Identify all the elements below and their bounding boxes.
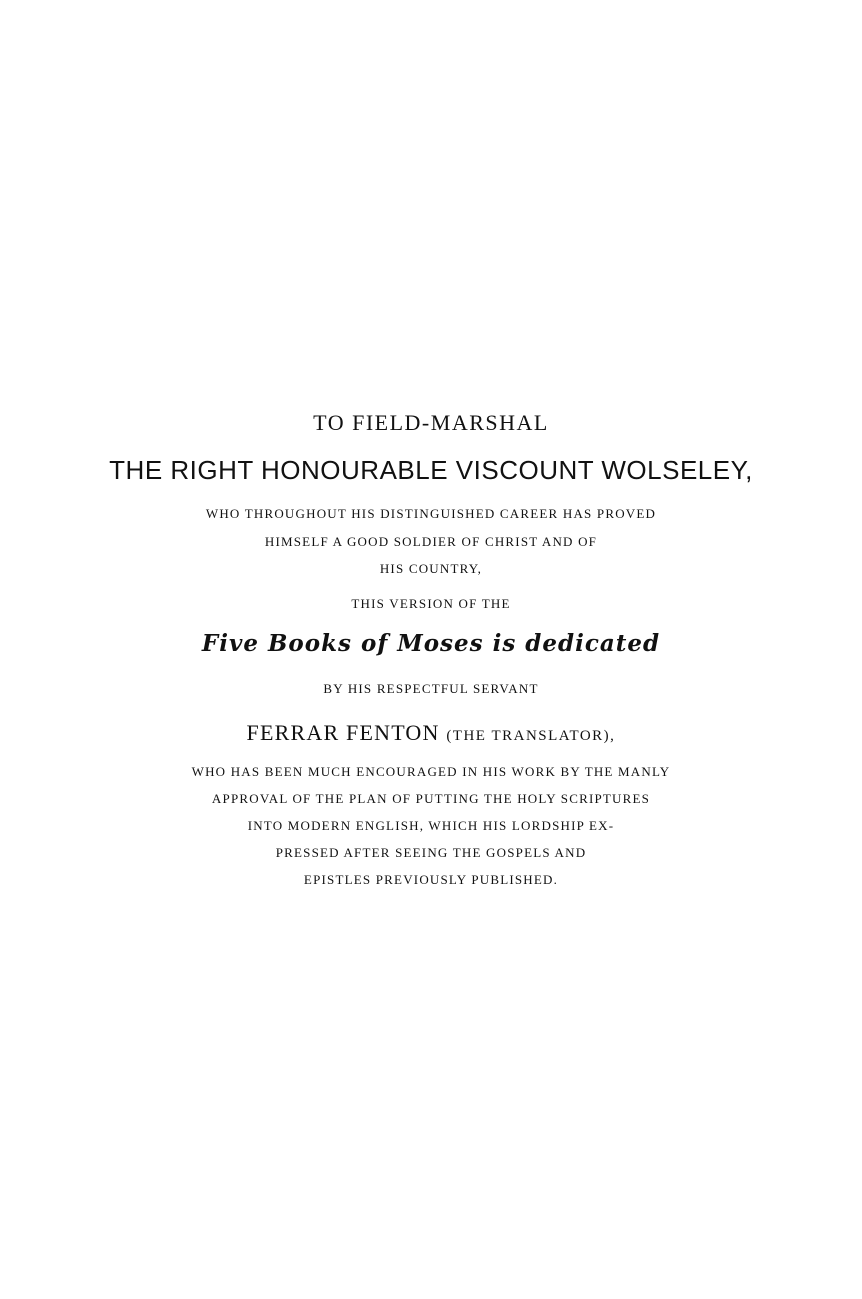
closing-line-3: INTO MODERN ENGLISH, WHICH HIS LORDSHIP EX- bbox=[247, 818, 615, 833]
tribute-line-1: WHO THROUGHOUT HIS DISTINGUISHED CAREER HAS PROVED bbox=[205, 506, 657, 521]
closing-line-2: APPROVAL OF THE PLAN OF PUTTING THE HOLY SCRIPTURES bbox=[211, 791, 651, 806]
translator-line bbox=[0, 720, 862, 746]
translator-role: (THE TRANSLATOR), bbox=[446, 728, 616, 744]
book-title-line: Five Books of Moses is dedicated bbox=[201, 630, 661, 657]
dedicatee-name: THE RIGHT HONOURABLE VISCOUNT WOLSELEY, bbox=[109, 455, 753, 485]
closing-line-5: EPISTLES PREVIOUSLY PUBLISHED. bbox=[303, 872, 559, 887]
translator-name: FERRAR FENTON bbox=[246, 720, 440, 745]
closing-line-4: PRESSED AFTER SEEING THE GOSPELS AND bbox=[275, 845, 587, 860]
tribute-line-2: HIMSELF A GOOD SOLDIER OF CHRIST AND OF bbox=[264, 534, 598, 549]
tribute-line-3: HIS COUNTRY, bbox=[379, 561, 483, 576]
closing-line-1: WHO HAS BEEN MUCH ENCOURAGED IN HIS WORK BY THE MANLY bbox=[191, 764, 671, 779]
dedication-to-line: TO FIELD-MARSHAL bbox=[313, 410, 549, 435]
version-line: THIS VERSION OF THE bbox=[351, 596, 511, 611]
by-line: BY HIS RESPECTFUL SERVANT bbox=[323, 681, 539, 696]
